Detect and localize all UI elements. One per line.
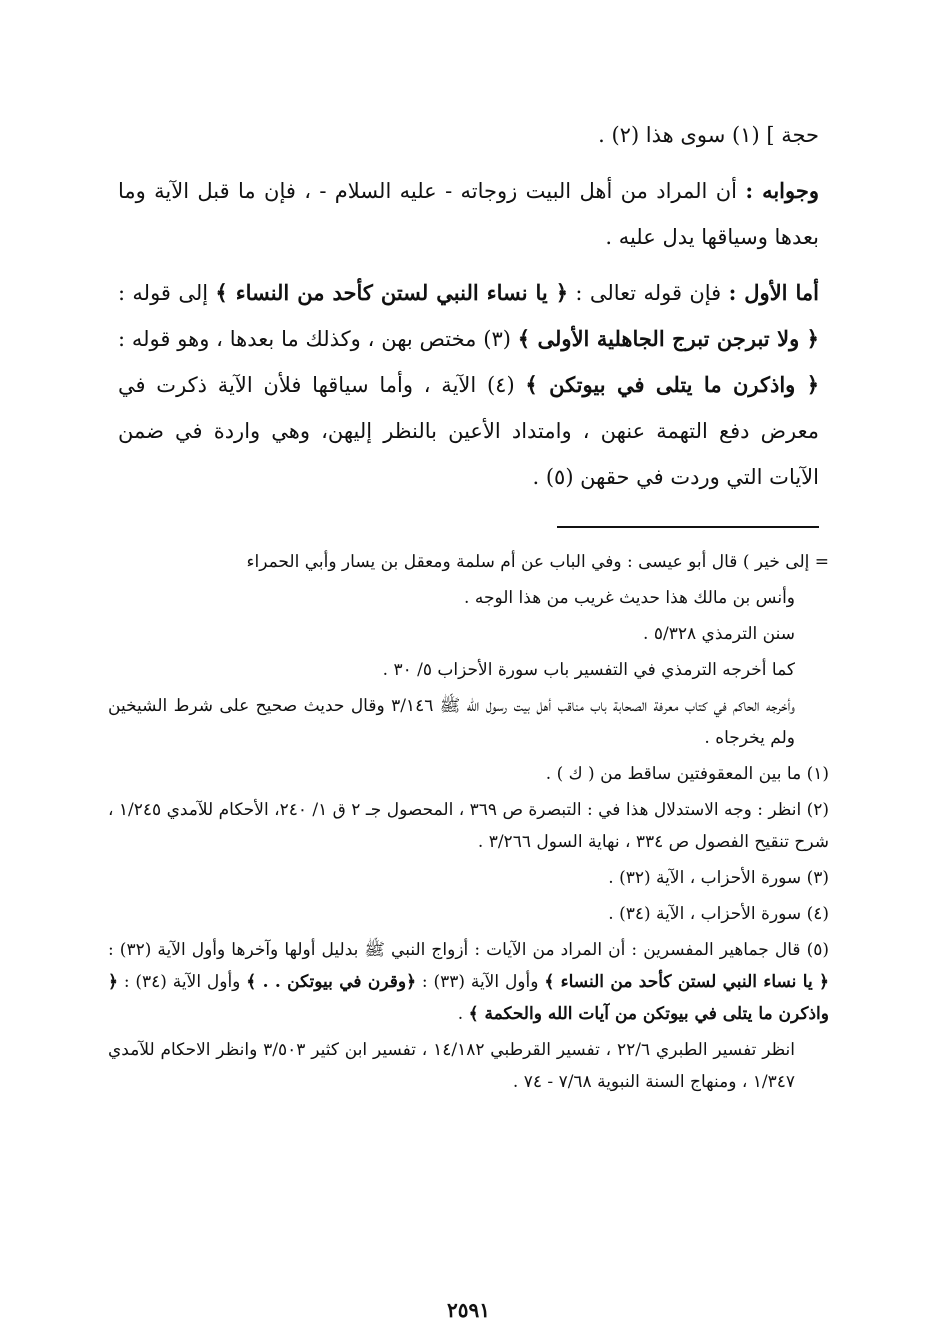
paragraph-answer xyxy=(118,168,819,260)
first-point-text-d: (٤) الآية ، وأما سياقها فلأن الآية ذكرت في معرض دفع التهمة عنهن ، وامتداد الأعين بالنظر إليهن، وهي واردة في ضمن الآيات التي وردت في حقهن (٥) . xyxy=(118,373,819,489)
paragraph-first-point xyxy=(118,270,819,500)
first-point-text-a: فإن قوله تعالى : xyxy=(568,281,729,305)
footnote-1: (١) ما بين المعقوفتين ساقط من ( ك ) . xyxy=(545,764,829,784)
first-point-text-c: (٣) مختص بهن ، وكذلك ما بعدها ، وهو قوله : xyxy=(118,327,518,351)
footnote-separator xyxy=(557,526,819,528)
page-number: ٢٥٩١ xyxy=(447,1298,490,1322)
footnote-5-text-a: (٥) قال جماهير المفسرين : أن المراد من الآيات : أزواج النبي ﷺ بدليل أولها وآخرها وأول الآية (٣٢) : xyxy=(108,940,830,960)
footnotes xyxy=(108,546,829,1102)
quran-verse-1: ﴿ يا نساء النبي لستن كأحد من النساء ﴾ xyxy=(215,280,569,305)
quran-verse-3: ﴿ واذكرن ما يتلى في بيوتكن ﴾ xyxy=(525,372,819,397)
footnote-3: (٣) سورة الأحزاب ، الآية (٣٢) . xyxy=(608,868,829,888)
footnote-5-verse-2: ﴿وقرن في بيوتكن . . ﴾ xyxy=(246,972,417,992)
first-point-text-b: إلى قوله : xyxy=(118,281,216,305)
footnote-continuation-5: وأخرجه الحاكم في كتاب معرفة الصحابة باب مناقب أهل بيت رسول الله ﷺ ٣/١٤٦ وقال حديث صحيح على شرط الشيخين ولم يخرجاه . xyxy=(108,696,795,748)
footnote-5-references: انظر تفسير الطبري ٢٢/٦ ، تفسير القرطبي ١٤/١٨٢ ، تفسير ابن كثير ٣/٥٠٣ وانظر الاحكام للآمدي ١/٣٤٧ ، ومنهاج السنة النبوية ٧/٦٨ - ٧٤ . xyxy=(108,1040,795,1092)
answer-text: أن المراد من أهل البيت زوجاته - عليه السلام - ، فإن ما قبل الآية وما بعدها وسياقها يدل عليه . xyxy=(118,179,819,249)
footnote-5-text-d: . xyxy=(457,1004,469,1024)
footnote-5-verse-1: ﴿ يا نساء النبي لستن كأحد من النساء ﴾ xyxy=(544,972,830,992)
footnote-5-text-c: وأول الآية (٣٤) : xyxy=(117,972,247,992)
footnote-4: (٤) سورة الأحزاب ، الآية (٣٤) . xyxy=(608,904,829,924)
main-text xyxy=(118,112,819,500)
paragraph-opening: حجة ] (١) سوى هذا (٢) . xyxy=(598,123,819,147)
footnote-continuation-4: كما أخرجه الترمذي في التفسير باب سورة الأحزاب ٥/ ٣٠ . xyxy=(382,660,795,680)
footnote-continuation-3: سنن الترمذي ٥/٣٢٨ . xyxy=(643,624,795,644)
footnote-2: (٢) انظر : وجه الاستدلال هذا في : التبصرة ص ٣٦٩ ، المحصول جـ ٢ ق ١/ ٢٤٠، الأحكام للآمدي ١/٢٤٥ ، شرح تنقيح الفصول ص ٣٣٤ ، نهاية السول ٣/٢٦٦ . xyxy=(108,800,830,852)
footnote-continuation-2: وأنس بن مالك هذا حديث غريب من هذا الوجه . xyxy=(464,588,795,608)
footnote-continuation-1: = إلى خير ) قال أبو عيسى : وفي الباب عن أم سلمة ومعقل بن يسار وأبي الحمراء xyxy=(246,552,829,572)
footnote-5-text-b: وأول الآية (٣٣) : xyxy=(416,972,545,992)
footnote-5 xyxy=(108,934,829,1030)
first-point-lead: أما الأول : xyxy=(728,280,819,305)
quran-verse-2: ﴿ ولا تبرجن تبرج الجاهلية الأولى ﴾ xyxy=(517,326,819,351)
footnote-5-verse-3: ﴿ واذكرن ما يتلى في بيوتكن من آيات الله والحكمة ﴾ xyxy=(108,972,829,1024)
answer-lead: وجوابه : xyxy=(745,178,819,203)
